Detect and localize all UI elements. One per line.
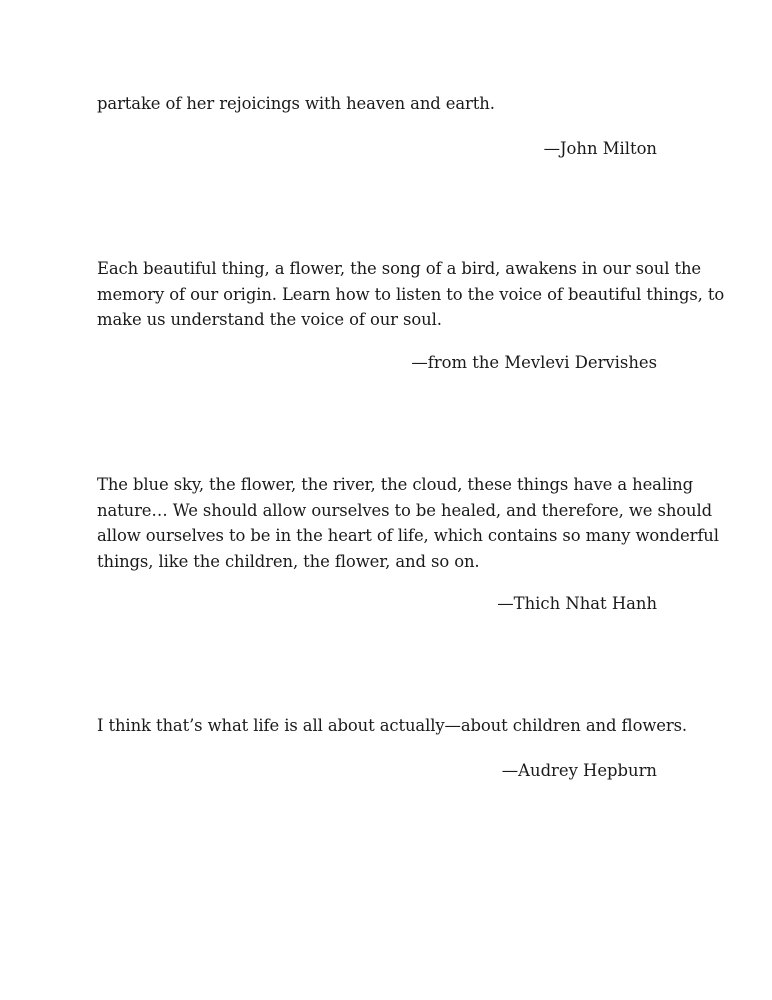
quote-line: memory of our origin. Learn how to listen to the voice of beautiful things, to [97, 284, 725, 304]
quote-attribution: —Audrey Hepburn [501, 760, 657, 780]
quote-line: make us understand the voice of our soul. [97, 310, 442, 329]
quote-line: The blue sky, the flower, the river, the cloud, these things have a healing [97, 475, 693, 494]
quote-line: nature… We should allow ourselves to be healed, and therefore, we should [97, 500, 713, 520]
quote-text [97, 256, 725, 333]
quote-block-hepburn [97, 713, 688, 783]
quote-line: I think that’s what life is all about actually—about children and flowers. [97, 716, 688, 735]
quote-text [97, 472, 719, 574]
quote-block-milton [97, 91, 657, 161]
quote-text [97, 91, 657, 117]
quote-attribution: —Thich Nhat Hanh [497, 594, 657, 613]
quote-text [97, 713, 688, 739]
quote-line: allow ourselves to be in the heart of life, which contains so many wonderful [97, 526, 719, 545]
quote-attribution: —John Milton [543, 138, 657, 158]
quote-line: Each beautiful thing, a flower, the song of a bird, awakens in our soul the [97, 259, 701, 278]
quote-attribution: —from the Mevlevi Dervishes [411, 352, 657, 372]
quote-block-mevlevi [97, 256, 725, 375]
quote-line: things, like the children, the flower, and so on. [97, 551, 480, 571]
quote-block-thich-nhat-hanh [97, 472, 719, 617]
quote-line: partake of her rejoicings with heaven and earth. [97, 94, 495, 113]
